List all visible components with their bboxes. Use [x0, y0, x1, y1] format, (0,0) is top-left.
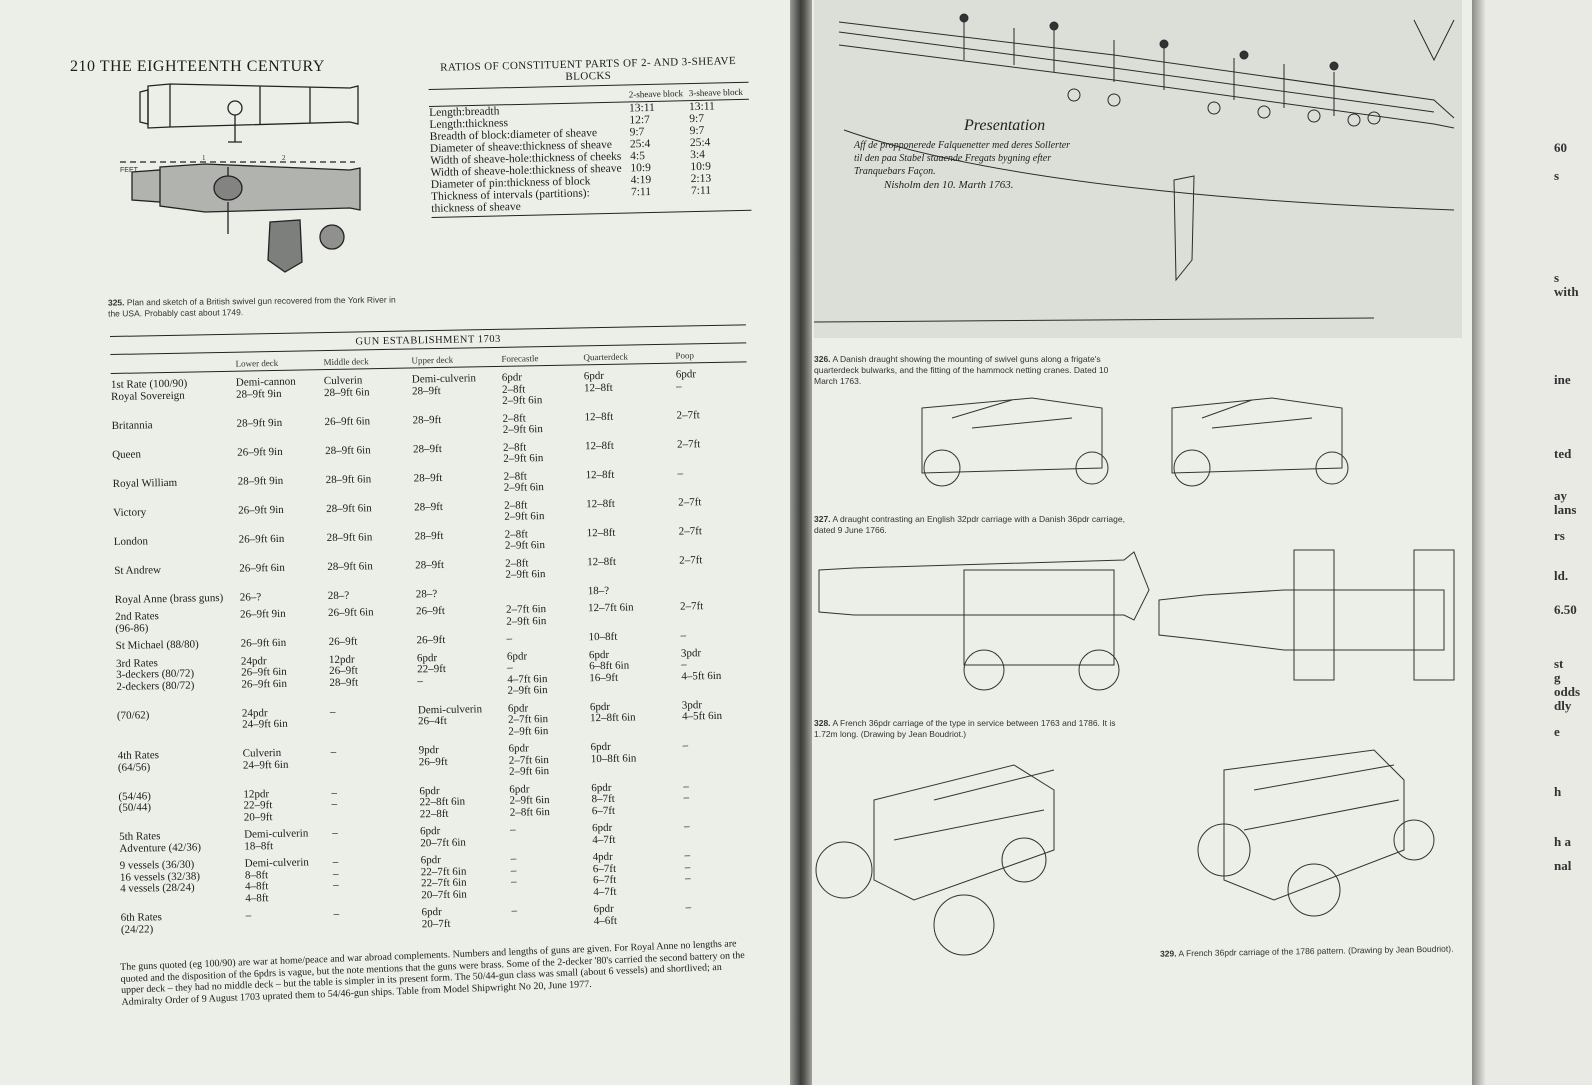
- gun-cell-qd: 10–8ft: [588, 630, 618, 644]
- gun-table-row: [114, 554, 750, 589]
- scale-label: FEET: [120, 167, 138, 174]
- gun-cell-name: 2nd Rates (96-86): [115, 610, 159, 635]
- running-head: 210 THE EIGHTEENTH CENTURY: [70, 58, 325, 75]
- draught-script-line-4: Nisholm den 10. Marth 1763.: [884, 179, 1014, 191]
- gun-cell-name: 4th Rates (64/56): [117, 749, 160, 774]
- gun-cell-ud: 28–?: [415, 587, 438, 600]
- col-vessel: [110, 359, 235, 371]
- figure-328-329-carriage-perspectives: [814, 740, 1472, 960]
- gun-cell-fc: 6pdr 2–8ft 2–9ft 6in: [501, 371, 543, 407]
- col-upper-deck: Upper deck: [411, 354, 454, 366]
- gun-cell-ld: 24pdr 24–9ft 6in: [241, 706, 288, 731]
- edge-word: dly: [1554, 698, 1572, 713]
- gun-cell-fc: 2–8ft 2–9ft 6in: [502, 440, 544, 465]
- gun-cell-md: –: [332, 826, 338, 840]
- ratios-cell-b: 10:9: [690, 160, 712, 174]
- gun-cell-fc: 6pdr 2–7ft 6in 2–9ft 6in: [508, 742, 550, 778]
- figure-328-gun-plans: [814, 540, 1464, 700]
- edge-word: ted: [1554, 446, 1572, 461]
- gun-cell-ld: 28–9ft 9in: [236, 416, 283, 430]
- gun-table-row: [118, 780, 755, 826]
- figure-326-caption: [814, 354, 1134, 387]
- gun-cell-fc: 2–8ft 2–9ft 6in: [503, 469, 544, 494]
- caption-number: 329.: [1159, 948, 1177, 959]
- gun-cell-ld: 12pdr 22–9ft 20–9ft: [243, 787, 273, 824]
- ratios-cell-label: Length:breadth: [429, 105, 500, 119]
- ratios-cell-b: 9:7: [689, 112, 705, 126]
- edge-word: ine: [1554, 372, 1571, 387]
- ratios-cell-label: Diameter of pin:thickness of block: [430, 175, 591, 191]
- gun-cell-md: 26–9ft 6in: [324, 414, 371, 428]
- caption-text: A French 36pdr carriage of the type in service between 1763 and 1786. It is 1.72m long. (Drawing by Jean Boudriot.): [814, 718, 1116, 739]
- gun-cell-pp: 3pdr 4–5ft 6in: [681, 698, 723, 723]
- gun-cell-qd: 6pdr 4–7ft: [591, 821, 616, 846]
- gun-table-row: [116, 647, 753, 705]
- gun-cell-ld: 26–9ft 6in: [240, 636, 287, 650]
- ratios-cell-b: 3:4: [690, 148, 706, 162]
- gun-cell-ud: 28–9ft: [413, 471, 443, 484]
- gun-cell-pp: –: [685, 901, 692, 914]
- gun-cell-pp: – – –: [684, 849, 691, 885]
- gun-table-note: The guns quoted (eg 100/90) are war at home/peace and war abroad complements. Numbers and lengths of guns are given. For Royal Anne no lengths are quoted and the disposition of the 6pdrs is vague, but the note mentions that the guns were brass. Some of the 2-decker '80's carried the second battery on the upper deck – they had no middle deck – but the table is simpler in its present form. The 50/44-gun class was small (about 6 vessels) and shortlived; an Admiralty Order of 9 August 1703 uprated them to 54/46-gun ships. Table from Model Shipwright No 20, June 1977.: [120, 938, 745, 1008]
- figure-327-carriages: [912, 388, 1472, 508]
- caption-text: A draught contrasting an English 32pdr carriage with a Danish 36pdr carriage, dated 9 June 1766.: [814, 514, 1125, 535]
- ratios-cell-a: 13:11: [628, 101, 656, 115]
- page-edge-shadow: [1472, 0, 1486, 1085]
- edge-word: s: [1554, 168, 1560, 183]
- gun-cell-fc: 2–8ft 2–9ft 6in: [505, 556, 546, 581]
- draught-script-line-3: Tranquebars Façon.: [854, 166, 936, 177]
- gun-cell-ud: 9pdr 26–9ft: [418, 744, 448, 768]
- ratios-cell-a: 7:11: [630, 185, 652, 199]
- gun-cell-ld: 26–9ft 9in: [238, 503, 284, 517]
- gun-table-title: GUN ESTABLISHMENT 1703: [110, 324, 746, 355]
- gun-cell-qd: 6pdr 12–8ft: [583, 369, 613, 394]
- gun-cell-ud: 28–9ft: [414, 500, 444, 513]
- gun-cell-ud: 6pdr 22–9ft –: [416, 651, 447, 687]
- caption-number: 327.: [814, 514, 831, 524]
- gun-cell-name: 9 vessels (36/30) 16 vessels (32/38) 4 vessels (28/24): [119, 858, 201, 895]
- gun-table-row: [117, 699, 754, 745]
- gun-cell-md: 28–9ft 6in: [325, 443, 371, 457]
- col-3-sheave: 3-sheave block: [688, 86, 744, 99]
- right-page: [812, 0, 1472, 1085]
- gun-cell-ud: 28–9ft: [413, 442, 442, 455]
- gun-cell-md: –: [330, 745, 337, 759]
- gun-cell-md: 28–9ft 6in: [325, 472, 372, 486]
- gun-cell-ud: 6pdr 22–7ft 6in 22–7ft 6in 20–7ft 6in: [420, 854, 467, 901]
- gun-cell-ud: 26–9ft: [415, 604, 445, 618]
- figure-325-swivel-gun: [110, 72, 400, 297]
- gun-cell-ld: Demi-cannon 28–9ft 9in: [235, 375, 296, 401]
- caption-number: 325.: [107, 297, 125, 308]
- draught-script-line-2: til den paa Stabel staaende Fregats bygning efter: [854, 153, 1052, 164]
- col-2-sheave: 2-sheave block: [628, 88, 684, 100]
- gun-cell-ld: 24pdr 26–9ft 6in 26–9ft 6in: [240, 654, 288, 691]
- gun-table-row: [112, 409, 748, 444]
- gun-cell-md: 26–9ft: [328, 635, 358, 649]
- ratios-cell-label: Width of sheave-hole:thickness of sheave: [430, 162, 622, 179]
- gun-cell-name: Queen: [112, 447, 141, 461]
- gun-cell-fc: 6pdr 2–9ft 6in 2–8ft 6in: [509, 782, 550, 819]
- gun-cell-name: 6th Rates (24/22): [120, 911, 163, 936]
- caption-text: Plan and sketch of a British swivel gun recovered from the York River in the USA. Probably cast about 1749.: [108, 294, 396, 319]
- edge-word: odds: [1554, 684, 1581, 699]
- gun-cell-md: 28–?: [327, 589, 350, 602]
- gun-cell-md: –: [329, 705, 336, 718]
- gun-cell-md: 12pdr 26–9ft 28–9ft: [328, 653, 359, 689]
- gun-cell-qd: 6pdr 6–8ft 6in 16–9ft: [588, 648, 630, 684]
- col-lower-deck: Lower deck: [235, 357, 279, 369]
- gun-cell-ud: 6pdr 22–8ft 6in 22–8ft: [419, 784, 466, 820]
- gun-cell-name: Victory: [113, 505, 147, 519]
- gun-cell-fc: 6pdr 2–7ft 6in 2–9ft 6in: [507, 701, 549, 738]
- gun-cell-name: 5th Rates Adventure (42/36): [119, 830, 202, 855]
- gun-cell-pp: 6pdr –: [675, 368, 697, 393]
- gun-cell-fc: 6pdr – 4–7ft 6in 2–9ft 6in: [506, 649, 548, 697]
- edge-word: h a: [1554, 834, 1571, 849]
- ratios-cell-b: 2:13: [690, 172, 712, 186]
- ratios-cell-b: 7:11: [690, 184, 712, 198]
- edge-word: lans: [1554, 502, 1577, 517]
- draught-script-title: Presentation: [964, 117, 1046, 134]
- gun-cell-fc: – – –: [510, 852, 517, 888]
- gun-cell-qd: 6pdr 8–7ft 6–7ft: [591, 781, 616, 817]
- gun-cell-ld: 26–9ft 9in: [237, 445, 283, 459]
- gun-cell-md: 28–9ft 6in: [327, 559, 373, 573]
- gun-cell-pp: [680, 583, 750, 596]
- ratios-cell-a: 12:7: [629, 113, 650, 127]
- gun-cell-fc: 2–8ft 2–9ft 6in: [504, 527, 546, 552]
- gun-cell-ld: Demi-culverin 8–8ft 4–8ft 4–8ft: [244, 856, 309, 905]
- gun-cell-fc: –: [506, 632, 513, 645]
- gun-table-row: [113, 467, 749, 502]
- gun-table-row: [113, 496, 749, 531]
- gun-cell-qd: 12–8ft: [584, 410, 614, 423]
- gun-table-row: [111, 368, 748, 414]
- gun-cell-pp: –: [677, 467, 684, 480]
- bulwark-drawing: [814, 0, 1462, 338]
- gun-cell-ud: 6pdr 20–7ft 6in: [420, 825, 466, 849]
- gun-cell-pp: 2–7ft: [676, 408, 700, 422]
- gun-cell-ld: –: [245, 909, 252, 922]
- edge-word: nal: [1554, 858, 1572, 873]
- gun-cell-name: 1st Rate (100/90) Royal Sovereign: [110, 377, 188, 403]
- gun-cell-ld: Culverin 24–9ft 6in: [242, 746, 289, 772]
- gun-table-row: [121, 901, 757, 936]
- gun-cell-qd: 12–8ft: [586, 497, 615, 510]
- gun-cell-fc: –: [510, 823, 516, 836]
- gun-cell-name: Britannia: [111, 418, 153, 432]
- col-quarterdeck: Quarterdeck: [583, 351, 629, 363]
- figure-327-caption: [814, 514, 1134, 536]
- gun-cell-md: 28–9ft 6in: [326, 530, 373, 544]
- gun-cell-pp: –: [683, 820, 690, 833]
- ratios-cell-b: 25:4: [689, 136, 711, 150]
- gun-cell-md: Culverin 28–9ft 6in: [323, 374, 370, 399]
- ratios-cell-a: 25:4: [629, 137, 651, 151]
- gun-cell-qd: 12–7ft 6in: [587, 601, 634, 615]
- gun-cell-pp: 2–7ft: [679, 600, 704, 613]
- left-page: [0, 0, 792, 1085]
- gun-cell-name: (70/62): [116, 708, 150, 722]
- gun-cell-ld: Demi-culverin 18–8ft: [244, 827, 309, 853]
- edge-word: ay: [1554, 488, 1567, 503]
- gun-cell-pp: – –: [683, 779, 690, 804]
- figure-325-caption: [108, 294, 408, 319]
- ratios-cell-label: Diameter of sheave:thickness of sheave: [429, 138, 613, 155]
- ratios-cell-a: 10:9: [630, 161, 652, 175]
- ratios-cell-b: 9:7: [689, 124, 705, 138]
- gun-cell-qd: 6pdr 4–6ft: [593, 902, 618, 927]
- col-middle-deck: Middle deck: [323, 356, 369, 368]
- gun-cell-md: – –: [331, 786, 338, 811]
- gun-cell-ud: 28–9ft: [415, 558, 445, 571]
- ratios-cell-label: Thickness of intervals (partitions): thickness of sheave: [430, 187, 590, 215]
- gun-cell-name: 3rd Rates 3-deckers (80/72) 2-deckers (80/72): [115, 656, 195, 693]
- gun-cell-name: Royal Anne (brass guns): [114, 591, 224, 606]
- gun-cell-pp: –: [682, 739, 689, 752]
- caption-text: A Danish draught showing the mounting of swivel guns along a frigate's quarterdeck bulwarks, and the fitting of the hammock netting cranes. Dated 10 March 1763.: [814, 354, 1109, 386]
- gun-cell-qd: 4pdr 6–7ft 6–7ft 4–7ft: [592, 850, 617, 898]
- gun-cell-ud: 26–9ft: [416, 633, 446, 647]
- gun-cell-pp: 3pdr – 4–5ft 6in: [680, 646, 722, 683]
- gun-table-row: [118, 739, 755, 785]
- gun-cell-pp: 2–7ft: [676, 437, 701, 451]
- adjacent-page-edge: [1472, 0, 1592, 1085]
- ratios-table: [428, 55, 751, 218]
- gun-cell-ld: 26–9ft 6in: [239, 561, 285, 575]
- draught-script-line-1: Aff de propponerede Falquenetter med deres Sollerter: [854, 140, 1071, 151]
- swivel-gun-drawing: [110, 72, 400, 292]
- gun-cell-md: – – –: [332, 855, 339, 892]
- gun-cell-qd: 12–8ft: [584, 439, 614, 452]
- gun-cell-ud: Demi-culverin 28–9ft: [411, 372, 477, 397]
- edge-word: st: [1554, 656, 1564, 671]
- ratios-cell-label: Length:thickness: [429, 117, 509, 131]
- ratios-cell-b: 13:11: [688, 100, 716, 114]
- gun-cell-name: (54/46) (50/44): [118, 789, 152, 814]
- gun-table-row: [114, 525, 750, 560]
- ratios-cell-a: 9:7: [629, 126, 645, 139]
- gun-cell-fc: 2–7ft 6in 2–9ft 6in: [505, 603, 547, 628]
- edge-word: e: [1554, 724, 1560, 739]
- ratios-cell-a: 4:19: [630, 173, 652, 187]
- gun-cell-pp: 2–7ft: [678, 524, 703, 538]
- scale-mark-1: 1: [202, 154, 206, 162]
- ratios-table-title: RATIOS OF CONSTITUENT PARTS OF 2- AND 3-SHEAVE BLOCKS: [428, 55, 749, 90]
- gun-cell-fc: [506, 586, 588, 599]
- gun-cell-md: 28–9ft 6in: [326, 501, 372, 515]
- gun-cell-qd: 18–?: [587, 584, 610, 597]
- caption-text: A French 36pdr carriage of the 1786 pattern. (Drawing by Jean Boudriot).: [1178, 943, 1454, 959]
- edge-word: g: [1554, 670, 1561, 685]
- ratios-cell-a: 4:5: [630, 150, 646, 163]
- gun-cell-ld: 28–9ft 9in: [237, 474, 284, 488]
- gun-cell-fc: –: [511, 904, 518, 917]
- gun-cell-qd: 12–8ft: [585, 468, 615, 481]
- figure-328-caption: [814, 718, 1134, 740]
- edge-word: 60: [1554, 140, 1567, 155]
- gun-cell-name: St Andrew: [114, 563, 162, 577]
- gun-cell-ld: 26–9ft 9in: [240, 607, 286, 621]
- ratios-cell-label: Width of sheave-hole:thickness of cheeks: [430, 150, 622, 167]
- gun-cell-ld: 26–?: [239, 590, 262, 604]
- gun-cell-ud: 28–9ft: [412, 413, 442, 426]
- gun-establishment-table: [110, 324, 757, 936]
- gun-table-row: [112, 438, 748, 473]
- edge-word: s: [1554, 270, 1560, 285]
- gun-cell-name: St Michael (88/80): [115, 638, 199, 652]
- gun-cell-qd: 12–8ft: [587, 555, 617, 568]
- caption-number: 326.: [814, 354, 831, 364]
- edge-word: ld.: [1554, 568, 1569, 583]
- gun-cell-pp: 2–7ft: [679, 553, 703, 567]
- gun-cell-pp: 2–7ft: [678, 495, 702, 509]
- col-poop: Poop: [675, 350, 695, 361]
- gun-table-body: [111, 368, 757, 936]
- gun-cell-fc: 2–8ft 2–9ft 6in: [502, 411, 543, 436]
- gun-cell-ud: 28–9ft: [414, 529, 444, 542]
- figure-326-danish-draught: [814, 0, 1462, 338]
- gun-cell-ud: 6pdr 20–7ft: [421, 906, 451, 930]
- gun-table-row: [120, 849, 757, 907]
- gun-cell-md: –: [333, 907, 340, 920]
- edge-word: h: [1554, 784, 1562, 799]
- gun-cell-md: 26–9ft 6in: [328, 606, 374, 620]
- col-forecastle: Forecastle: [501, 353, 539, 364]
- book-spine: [790, 0, 814, 1085]
- gun-cell-qd: 6pdr 10–8ft 6in: [590, 740, 637, 765]
- gun-cell-fc: 2–8ft 2–9ft 6in: [504, 498, 545, 523]
- ratios-table-body: [429, 100, 751, 215]
- caption-number: 328.: [814, 718, 831, 728]
- gun-cell-qd: 6pdr 12–8ft 6in: [589, 700, 636, 725]
- gun-cell-ud: Demi-culverin 26–4ft: [417, 702, 483, 728]
- gun-cell-name: London: [113, 534, 149, 548]
- gun-table-row: [119, 820, 755, 855]
- gun-cell-name: Royal William: [112, 476, 178, 490]
- gun-cell-pp: –: [680, 629, 687, 642]
- gun-table-row: [115, 600, 751, 635]
- ratios-cell-label: Breadth of block:diameter of sheave: [429, 127, 598, 143]
- edge-word: 6.50: [1554, 602, 1577, 617]
- scale-mark-2: 2: [282, 154, 286, 162]
- edge-word: rs: [1554, 528, 1565, 543]
- gun-cell-qd: 12–8ft: [586, 526, 616, 539]
- edge-word: with: [1554, 284, 1579, 299]
- gun-cell-ld: 26–9ft 6in: [238, 532, 285, 546]
